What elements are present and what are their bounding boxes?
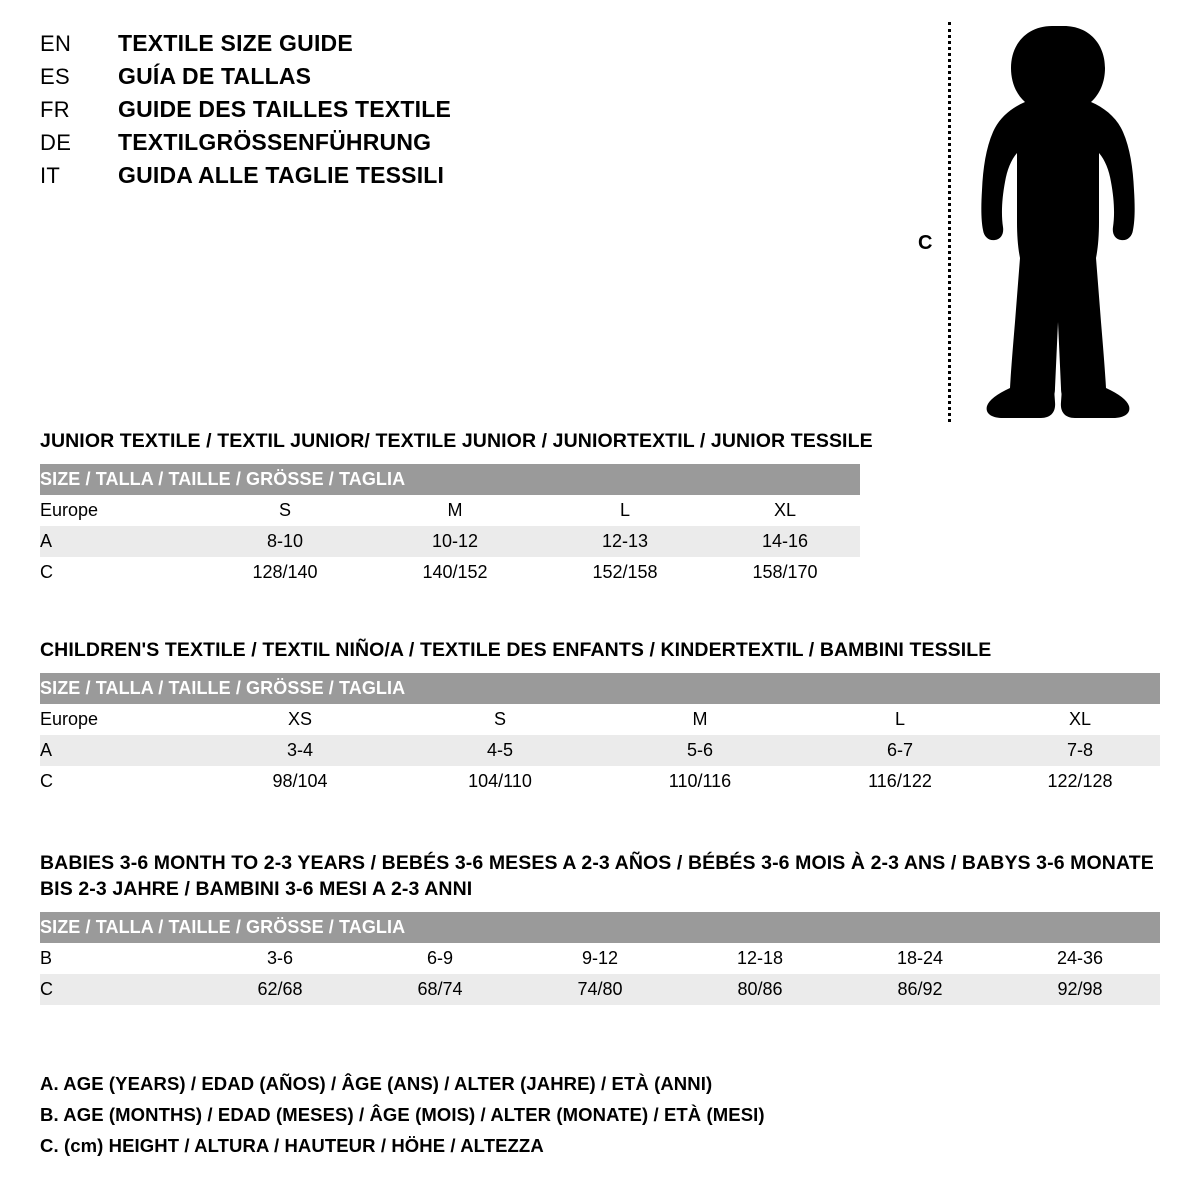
legend-item-c: C. (cm) HEIGHT / ALTURA / HAUTEUR / HÖHE / ALTEZZA — [40, 1135, 544, 1156]
language-row-en — [40, 30, 560, 63]
section-children — [40, 637, 1160, 797]
row-cell: 62/68 — [200, 974, 360, 1005]
babies-size-table — [40, 912, 1160, 1005]
row-cell: 24-36 — [1000, 943, 1160, 974]
row-cell: 104/110 — [400, 766, 600, 797]
row-cell: L — [540, 495, 710, 526]
junior-table-header: SIZE / TALLA / TAILLE / GRÖSSE / TAGLIA — [40, 464, 860, 495]
table-row — [40, 526, 860, 557]
child-silhouette-icon — [955, 22, 1155, 432]
row-cell: 3-6 — [200, 943, 360, 974]
row-cell: 86/92 — [840, 974, 1000, 1005]
row-cell: 98/104 — [200, 766, 400, 797]
row-cell: 140/152 — [370, 557, 540, 588]
language-code-fr: FR — [40, 97, 70, 122]
row-cell: M — [370, 495, 540, 526]
row-cell: 80/86 — [680, 974, 840, 1005]
row-cell: 14-16 — [710, 526, 860, 557]
row-cell: 128/140 — [200, 557, 370, 588]
row-cell: 6-9 — [360, 943, 520, 974]
row-cell: XL — [710, 495, 860, 526]
children-size-table — [40, 673, 1160, 797]
table-row — [40, 735, 1160, 766]
language-row-es — [40, 63, 560, 96]
section-babies-title: BABIES 3-6 MONTH TO 2-3 YEARS / BEBÉS 3-6 MESES A 2-3 AÑOS / BÉBÉS 3-6 MOIS À 2-3 ANS / BABYS 3-6 MONATE BIS 2-3 JAHRE / BAMBINI 3-6 MESI A 2-3 ANNI — [40, 852, 1154, 900]
language-row-fr — [40, 96, 560, 129]
language-row-it — [40, 162, 560, 195]
row-cell: 10-12 — [370, 526, 540, 557]
table-row — [40, 766, 1160, 797]
row-label: Europe — [40, 704, 200, 735]
row-label: B — [40, 943, 200, 974]
height-measure-figure — [900, 10, 1160, 420]
row-cell: S — [400, 704, 600, 735]
row-cell: 110/116 — [600, 766, 800, 797]
row-cell: XS — [200, 704, 400, 735]
row-label: A — [40, 735, 200, 766]
table-header-row — [40, 912, 1160, 943]
row-cell: 12-13 — [540, 526, 710, 557]
row-cell: 18-24 — [840, 943, 1000, 974]
table-row — [40, 943, 1160, 974]
legend-block — [40, 1068, 765, 1161]
legend-item-a: A. AGE (YEARS) / EDAD (AÑOS) / ÂGE (ANS) / ALTER (JAHRE) / ETÀ (ANNI) — [40, 1073, 713, 1094]
language-code-de: DE — [40, 130, 72, 155]
row-cell: 12-18 — [680, 943, 840, 974]
section-junior — [40, 428, 873, 588]
row-cell: 7-8 — [1000, 735, 1160, 766]
row-cell: 6-7 — [800, 735, 1000, 766]
height-dashed-line — [948, 22, 951, 422]
row-cell: 92/98 — [1000, 974, 1160, 1005]
babies-table-header: SIZE / TALLA / TAILLE / GRÖSSE / TAGLIA — [40, 912, 1160, 943]
section-babies — [40, 850, 1160, 1005]
children-table-header: SIZE / TALLA / TAILLE / GRÖSSE / TAGLIA — [40, 673, 1160, 704]
junior-size-table — [40, 464, 860, 588]
row-label: C — [40, 974, 200, 1005]
section-children-title: CHILDREN'S TEXTILE / TEXTIL NIÑO/A / TEXTILE DES ENFANTS / KINDERTEXTIL / BAMBINI TESSILE — [40, 639, 992, 661]
row-cell: 9-12 — [520, 943, 680, 974]
row-cell: 158/170 — [710, 557, 860, 588]
row-label: Europe — [40, 495, 200, 526]
row-label: C — [40, 766, 200, 797]
row-label: A — [40, 526, 200, 557]
section-junior-title: JUNIOR TEXTILE / TEXTIL JUNIOR/ TEXTILE JUNIOR / JUNIORTEXTIL / JUNIOR TESSILE — [40, 430, 873, 452]
language-code-it: IT — [40, 163, 61, 188]
row-cell: L — [800, 704, 1000, 735]
table-header-row — [40, 464, 860, 495]
table-row — [40, 704, 1160, 735]
row-label: C — [40, 557, 200, 588]
table-row — [40, 495, 860, 526]
language-text-es: GUÍA DE TALLAS — [118, 63, 312, 89]
row-cell: M — [600, 704, 800, 735]
row-cell: 4-5 — [400, 735, 600, 766]
table-row — [40, 557, 860, 588]
language-text-it: GUIDA ALLE TAGLIE TESSILI — [118, 162, 445, 188]
height-measure-label: C — [918, 232, 933, 254]
row-cell: 68/74 — [360, 974, 520, 1005]
table-header-row — [40, 673, 1160, 704]
row-cell: 8-10 — [200, 526, 370, 557]
language-title-block — [40, 30, 560, 195]
table-row — [40, 974, 1160, 1005]
language-text-en: TEXTILE SIZE GUIDE — [118, 30, 353, 56]
language-code-es: ES — [40, 64, 70, 89]
language-text-de: TEXTILGRÖSSENFÜHRUNG — [118, 129, 432, 155]
row-cell: S — [200, 495, 370, 526]
row-cell: 74/80 — [520, 974, 680, 1005]
row-cell: 116/122 — [800, 766, 1000, 797]
row-cell: 3-4 — [200, 735, 400, 766]
row-cell: XL — [1000, 704, 1160, 735]
row-cell: 5-6 — [600, 735, 800, 766]
row-cell: 152/158 — [540, 557, 710, 588]
legend-item-b: B. AGE (MONTHS) / EDAD (MESES) / ÂGE (MOIS) / ALTER (MONATE) / ETÀ (MESI) — [40, 1104, 765, 1125]
row-cell: 122/128 — [1000, 766, 1160, 797]
language-row-de — [40, 129, 560, 162]
language-text-fr: GUIDE DES TAILLES TEXTILE — [118, 96, 451, 122]
language-code-en: EN — [40, 31, 72, 56]
